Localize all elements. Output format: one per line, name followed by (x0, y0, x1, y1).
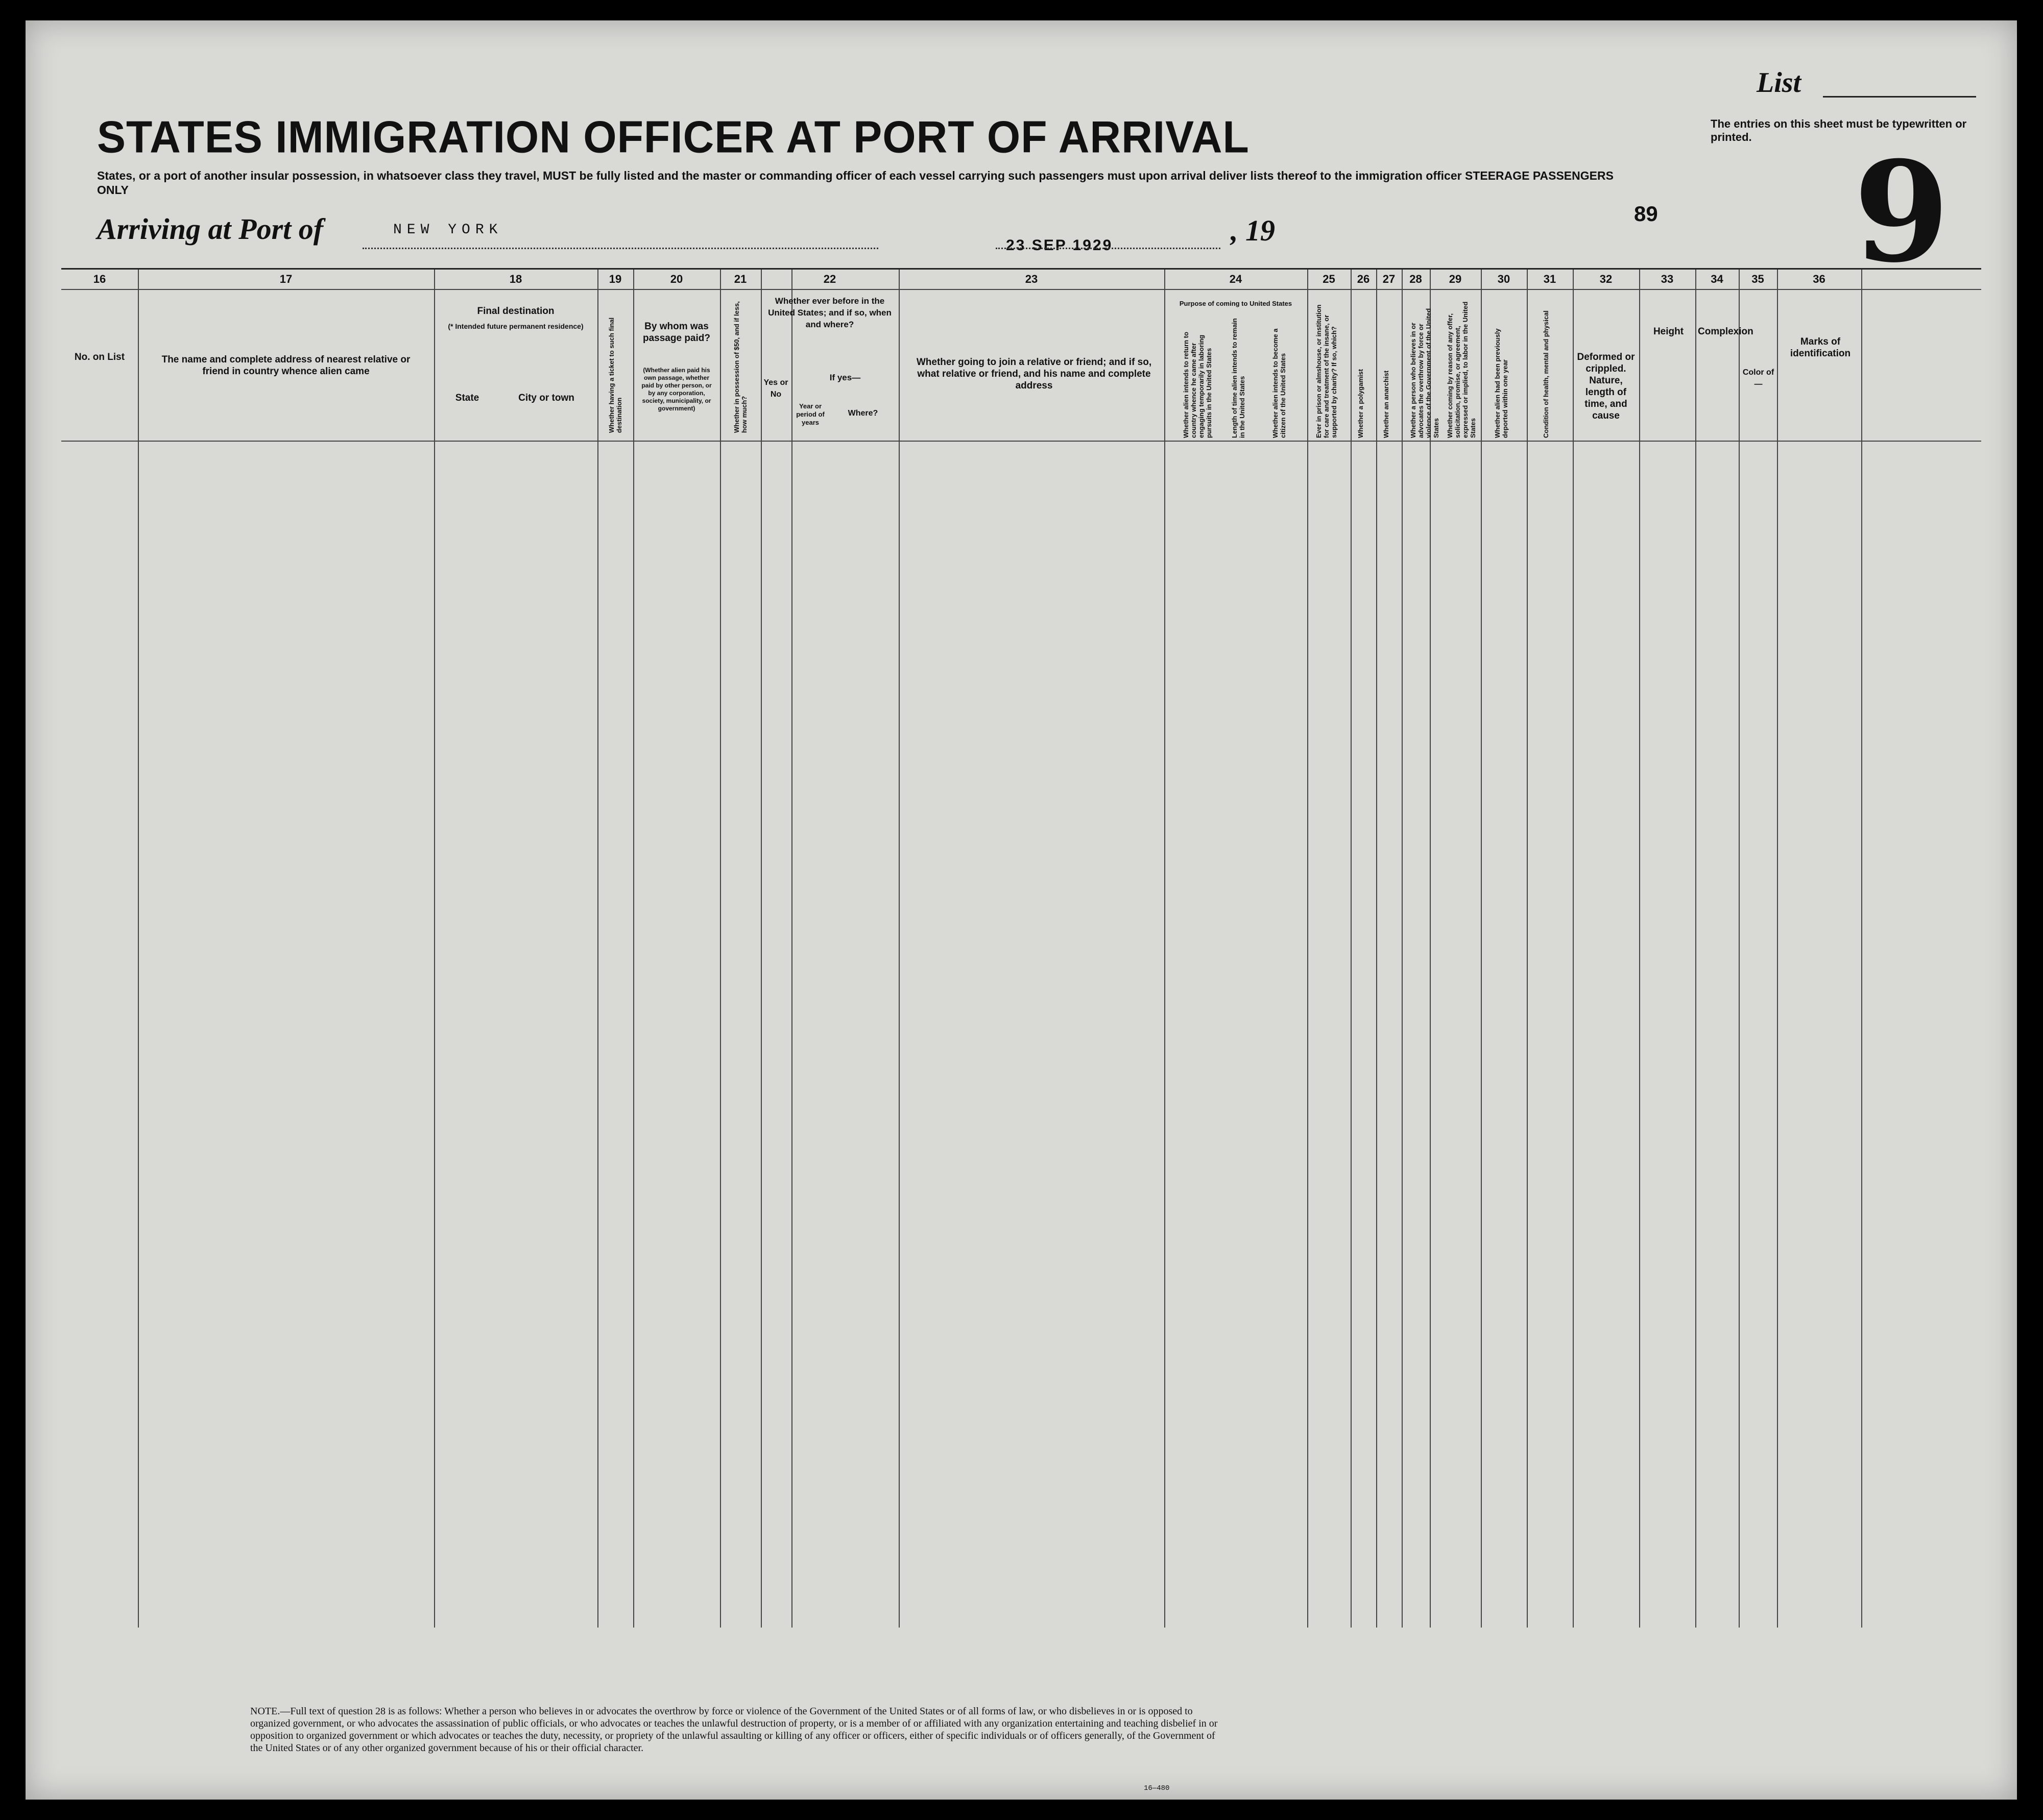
column-number: 35 (1751, 273, 1764, 285)
column-header-vertical: Whether a person who believes in or advocates the overthrow by force or violence of the Government of the United States (1409, 308, 1440, 438)
column-header: By whom was passage paid? (643, 321, 710, 344)
column-header: Deformed or crippled. Nature, length of time, and cause (1577, 352, 1635, 421)
column-rule (1307, 270, 1308, 1628)
column-rule (1573, 270, 1574, 1628)
column-rule (791, 270, 792, 1628)
column-header: No. on List (74, 352, 125, 362)
column-header-vertical: Whether coming by reason of any offer, solicitation, promise, or agreement, expressed or implied, to labor in the United States (1446, 301, 1477, 438)
column-number: 26 (1357, 273, 1370, 285)
column-header-vertical: Whether alien had been previously deported within one year (1494, 328, 1509, 438)
column-rule (597, 270, 598, 1628)
typewritten-note: The entries on this sheet must be typewritten or printed. (1711, 117, 1967, 143)
column-rule (1777, 270, 1778, 1628)
column-header-vertical: Length of time alien intends to remain in the United States (1231, 318, 1246, 438)
column-header-vertical: Whether an anarchist (1382, 370, 1390, 438)
column-header: Height (1653, 326, 1684, 337)
column-header: City or town (518, 393, 574, 403)
column-number: 33 (1661, 273, 1674, 285)
column-number: 20 (670, 273, 683, 285)
column-rule (1695, 270, 1696, 1628)
date-dotted-line (996, 248, 1220, 249)
sheet-big-number: 9 (1854, 131, 1950, 293)
header-bottom-rule (61, 441, 1981, 442)
column-header: Marks of identification (1790, 336, 1851, 359)
year-label: , 19 (1231, 214, 1275, 247)
column-rule (720, 270, 721, 1628)
column-number: 24 (1229, 273, 1242, 285)
column-rule (1481, 270, 1482, 1628)
column-rule (434, 270, 435, 1628)
column-header-vertical: Ever in prison or almshouse, or institution for care and treatment of the insane, or supported by charity? If so, which? (1315, 304, 1338, 438)
port-value: NEW YORK (393, 222, 503, 238)
column-header: Color of— (1742, 368, 1774, 389)
column-header-vertical: Whether having a ticket to such final destination (608, 317, 623, 433)
column-number: 16 (93, 273, 106, 285)
arriving-label: Arriving at Port of (97, 212, 324, 246)
column-rule (138, 270, 139, 1628)
column-header-vertical: Whether alien intends to become a citizen of the United States (1271, 328, 1287, 438)
column-header-vertical: Whether a polygamist (1357, 369, 1364, 438)
list-underline (1823, 96, 1976, 98)
list-label: List (1757, 67, 1801, 99)
column-number: 30 (1497, 273, 1510, 285)
manifest-sheet (26, 20, 2017, 1800)
date-stamp: 23 SEP 1929 (1006, 237, 1113, 254)
column-header-vertical: Whether in possession of $50, and if less, how much? (733, 301, 748, 433)
column-number: 34 (1711, 273, 1723, 285)
column-number: 31 (1543, 273, 1556, 285)
column-rule (1164, 270, 1165, 1628)
column-rule (1861, 270, 1862, 1628)
column-header: Year or period of years (796, 402, 825, 426)
column-number: 22 (823, 273, 836, 285)
column-number: 28 (1409, 273, 1422, 285)
column-header: Where? (848, 409, 878, 418)
column-header: If yes— (829, 373, 861, 382)
column-number: 32 (1599, 273, 1613, 285)
column-number: 27 (1382, 273, 1396, 285)
column-header: Complexion (1698, 326, 1753, 337)
port-dotted-line (363, 248, 878, 249)
instructions-line: States, or a port of another insular possession, in whatsoever class they travel, MUST be fully listed and the master or commanding officer of each vessel carrying such passengers must upon arrival deliver lists thereof to the immigration officer STEERAGE PASSENGERS ONLY (97, 169, 1614, 197)
column-rule (1739, 270, 1740, 1628)
column-rule (761, 270, 762, 1628)
column-header: State (455, 393, 479, 403)
column-header: Purpose of coming to United States (1179, 300, 1292, 307)
column-rule (633, 270, 634, 1628)
column-rule (899, 270, 900, 1628)
column-header: Yes or No (763, 378, 788, 399)
column-header: Whether ever before in the United States; and if so, when and where? (768, 296, 892, 329)
column-rule (1376, 270, 1377, 1628)
column-rule (1402, 270, 1403, 1628)
column-number: 29 (1449, 273, 1462, 285)
column-header-vertical: Whether alien intends to return to country whence he came after engaging temporarily in laboring pursuits in the United States (1182, 331, 1213, 438)
column-header: Final destination (477, 306, 555, 317)
column-rule (1430, 270, 1431, 1628)
column-header: The name and complete address of nearest relative or friend in country whence alien came (161, 354, 411, 377)
column-rule (1639, 270, 1640, 1628)
column-number: 25 (1323, 273, 1335, 285)
header-rule (61, 289, 1981, 290)
column-number: 36 (1813, 273, 1825, 285)
column-number: 23 (1025, 273, 1038, 285)
column-header-vertical: Condition of health, mental and physical (1542, 310, 1550, 438)
manifest-table (61, 268, 1981, 1628)
column-rule (1527, 270, 1528, 1628)
form-number: 16—480 (1144, 1784, 1170, 1792)
column-number: 17 (279, 273, 293, 285)
column-number: 21 (734, 273, 747, 285)
page-title: STATES IMMIGRATION OFFICER AT PORT OF ARRIVAL (97, 111, 1249, 162)
column-header: Whether going to join a relative or friend; and if so, what relative or friend, and his name and complete address (916, 357, 1152, 391)
column-number: 19 (609, 273, 622, 285)
column-rule (1351, 270, 1352, 1628)
footnote-question-28: NOTE.—Full text of question 28 is as follows: Whether a person who believes in or advocates the overthrow by force or violence of the Government of the United States or of all forms of law, or who disbelieves in or is opposed to organized government, or who advocates the assassination of public officials, or who advocates or teaches the unlawful destruction of property, or is a member of or affiliated with any organization entertaining and teaching disbelief in or opposition to organized government or which advocates or teaches the duty, necessity, or propriety of the unlawful assaulting or killing of any officer or officers, either of specific individuals or of officers generally, of the Government of the United States or of any other organized government because of his or their official character. (250, 1706, 1218, 1754)
column-header: (* Intended future permanent residence) (448, 322, 584, 330)
sheet-number: 89 (1634, 202, 1658, 226)
column-number: 18 (509, 273, 522, 285)
column-header: (Whether alien paid his own passage, whether paid by other person, or by any corporation, society, municipality, or government) (641, 367, 712, 412)
